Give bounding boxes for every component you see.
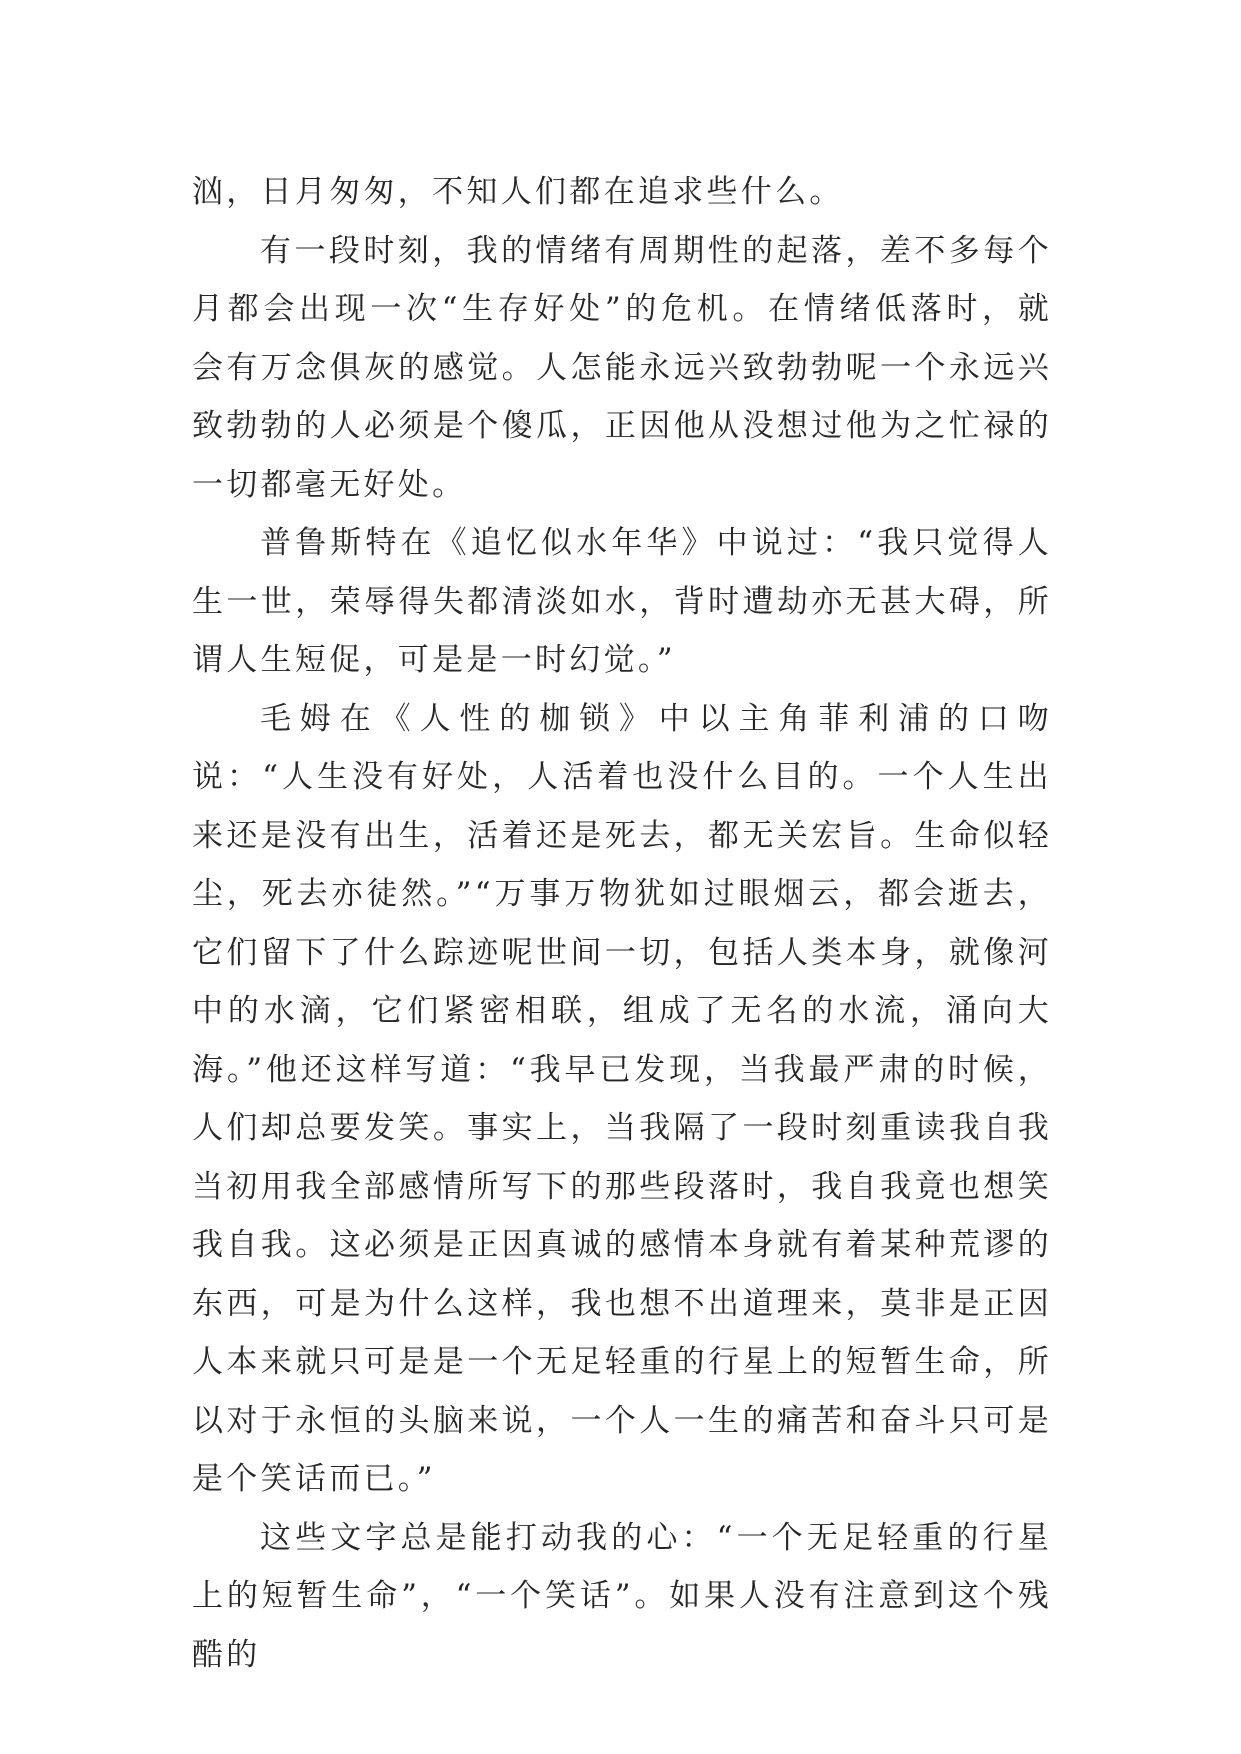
paragraph-5: 这些文字总是能打动我的心：“一个无足轻重的行星上的短暂生命”，“一个笑话”。如果人没有注意到这个残酷的 [192,1519,1052,1673]
paragraph-2: 有一段时刻，我的情绪有周期性的起落，差不多每个月都会出现一次“生存好处”的危机。在情绪低落时，就会有万念俱灰的感觉。人怎能永远兴致勃勃呢一个永远兴致勃勃的人必须是个傻瓜，正因他从没想过他为之忙禄的一切都毫无好处。 [192,232,1052,503]
paragraph-4: 毛姆在《人性的枷锁》中以主角菲利浦的口吻说：“人生没有好处，人活着也没什么目的。一个人生出来还是没有出生，活着还是死去，都无关宏旨。生命似轻尘，死去亦徒然。”“万事万物犹如过眼烟云，都会逝去，它们留下了什么踪迹呢世间一切，包括人类本身，就像河中的水滴，它们紧密相联，组成了无名的水流，涌向大海。”他还这样写道：“我早已发现，当我最严肃的时候，人们却总要发笑。事实上，当我隔了一段时刻重读我自我当初用我全部感情所写下的那些段落时，我自我竟也想笑我自我。这必须是正因真诚的感情本身就有着某种荒谬的东西，可是为什么这样，我也想不出道理来，莫非是正因人本来就只可是是一个无足轻重的行星上的短暂生命，所以对于永恒的头脑来说，一个人一生的痛苦和奋斗只可是是个笑话而已。” [192,700,1052,1497]
paragraph-1: 汹，日月匆匆，不知人们都在追求些什么。 [192,174,844,210]
paragraph-3: 普鲁斯特在《追忆似水年华》中说过：“我只觉得人生一世，荣辱得失都清淡如水，背时遭劫亦无甚大碍，所谓人生短促，可是是一时幻觉。” [192,525,1052,678]
body-text [192,163,1052,1684]
